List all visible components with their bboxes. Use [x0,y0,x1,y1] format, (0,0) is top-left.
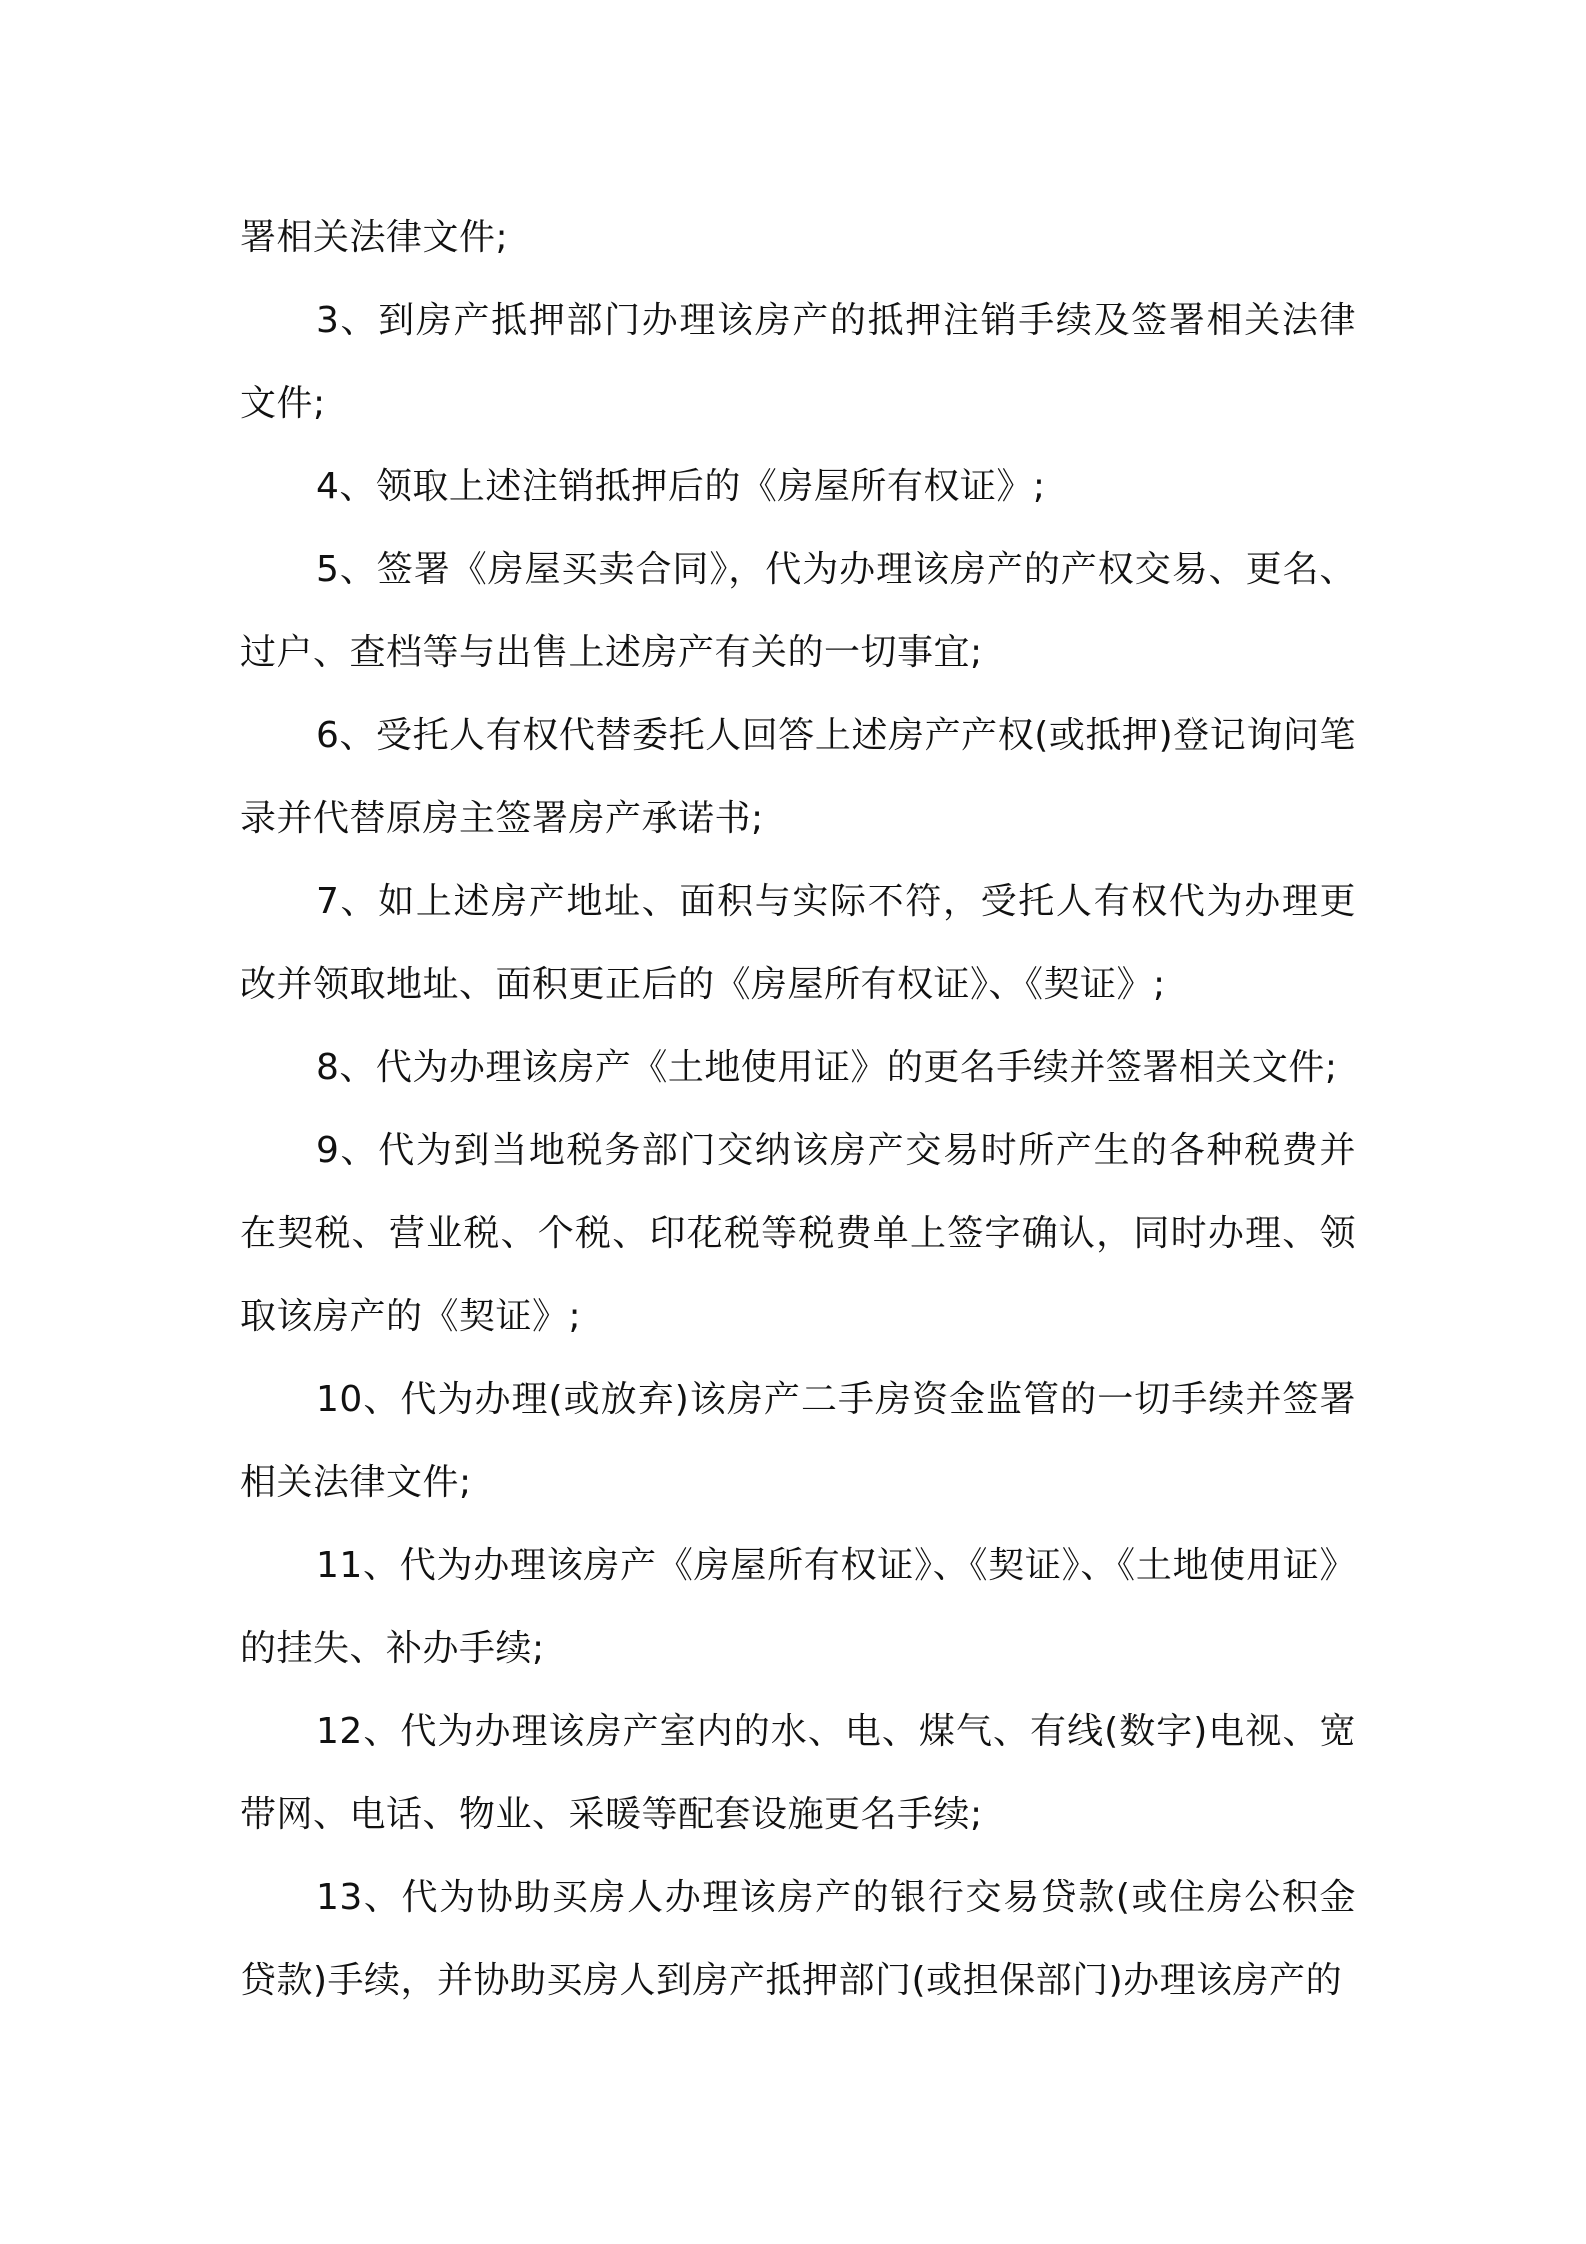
paragraph-item-6: 6、受托人有权代替委托人回答上述房产产权(或抵押)登记询问笔录并代替原房主签署房产承诺书; [240,715,1356,839]
paragraph-item-3: 3、到房产抵押部门办理该房产的抵押注销手续及签署相关法律文件; [240,300,1356,424]
paragraph-item-7: 7、如上述房产地址、面积与实际不符，受托人有权代为办理更改并领取地址、面积更正后的《房屋所有权证》、《契证》; [240,881,1356,1005]
paragraph-item-10: 10、代为办理(或放弃)该房产二手房资金监管的一切手续并签署相关法律文件; [240,1379,1356,1503]
paragraph-item-8: 8、代为办理该房产《土地使用证》的更名手续并签署相关文件; [316,1047,1338,1088]
paragraph-item-4: 4、领取上述注销抵押后的《房屋所有权证》; [316,466,1046,507]
paragraph-item-13: 13、代为协助买房人办理该房产的银行交易贷款(或住房公积金贷款)手续，并协助买房人到房产抵押部门(或担保部门)办理该房产的 [240,1877,1356,2001]
paragraph-item-11: 11、代为办理该房产《房屋所有权证》、《契证》、《土地使用证》的挂失、补办手续; [240,1545,1356,1669]
paragraph-item-5: 5、签署《房屋买卖合同》，代为办理该房产的产权交易、更名、过户、查档等与出售上述房产有关的一切事宜; [240,549,1356,673]
paragraph-item-12: 12、代为办理该房产室内的水、电、煤气、有线(数字)电视、宽带网、电话、物业、采暖等配套设施更名手续; [240,1711,1356,1835]
paragraph-item-9: 9、代为到当地税务部门交纳该房产交易时所产生的各种税费并在契税、营业税、个税、印花税等税费单上签字确认，同时办理、领取该房产的《契证》; [240,1130,1356,1337]
document-body [240,196,1356,2022]
paragraph-continuation: 署相关法律文件; [240,217,509,258]
